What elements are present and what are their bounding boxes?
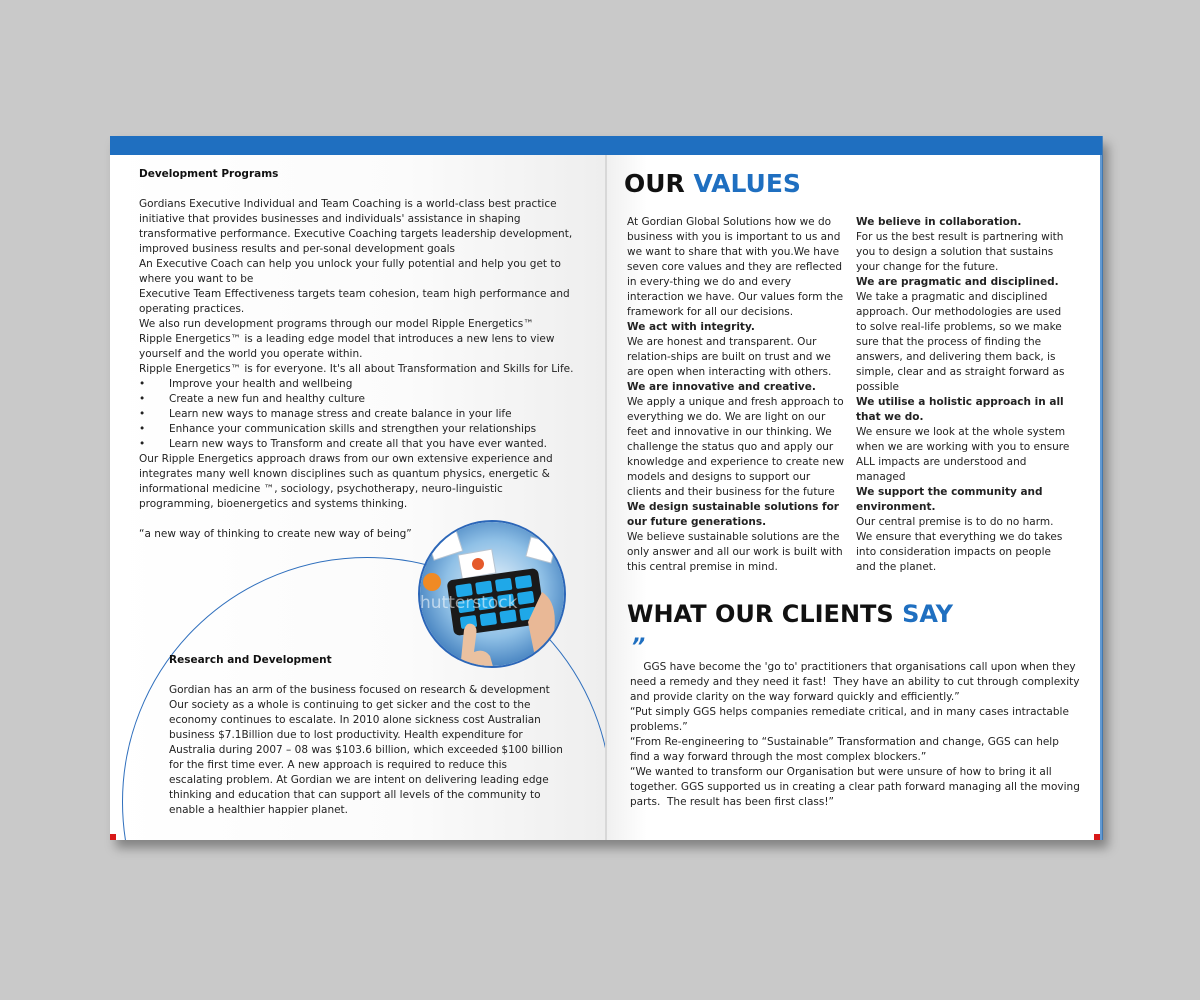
research-paragraph: Gordian has an arm of the business focused on research & development Our society as a whole is continuing to get sicker and the cost to the economy continues to escalate. In 2010 alone sickness cost Australian business $7.1Billion due to lost productivity. Health expenditure for Australia during 2007 – 08 was $103.6 billion, which exceeded $100 billion for the first time ever. A new approach is required to reduce this escalating problem. At Gordian we are intent on delivering leading edge thinking and education that can support all levels of the community to enable a healthier happier planet. (169, 684, 563, 816)
value-description: For us the best result is partnering with you to design a solution that sustains your change for the future. (856, 231, 1064, 273)
development-section (139, 167, 579, 542)
values-column-2 (856, 215, 1072, 575)
ripple-paragraph: Our Ripple Energetics approach draws from our own extensive experience and integrates many well known disciplines such as quantum physics, energetic & informational medicine ™, sociology, psychotherapy, neuro-linguistic programming, bioenergetics and systems thinking. (139, 453, 553, 510)
bullet-icon: • (139, 438, 146, 450)
value-description: At Gordian Global Solutions how we do business with you is important to us and we want to share that with you.We have seven core values and they are reflected in every-thing we do and every interaction we have. Our values form the framework for all our decisions. (627, 216, 844, 318)
development-paragraph: Ripple Energetics™ is a leading edge model that introduces a new lens to view yourself and the world you operate within. (139, 333, 555, 360)
benefit-text: Create a new fun and healthy culture (169, 393, 365, 405)
development-paragraph: Ripple Energetics™ is for everyone. It's all about Transformation and Skills for Life. (139, 363, 574, 375)
value-description: We take a pragmatic and disciplined approach. Our methodologies are used to solve real-life problems, so we make sure that the process of finding the answers, and delivering them back, is simple, clear and as straight forward as possible (856, 291, 1065, 393)
value-heading: We utilise a holistic approach in all that we do. (856, 396, 1064, 423)
benefit-item (139, 437, 579, 452)
research-heading: Research and Development (169, 654, 332, 666)
value-description: Our central premise is to do no harm. We ensure that everything we do takes into consideration impacts on people and the planet. (856, 516, 1063, 573)
values-title (624, 169, 801, 198)
crop-mark-left (110, 834, 116, 840)
left-page (110, 155, 606, 840)
bullet-icon: • (139, 393, 146, 405)
bullet-icon: • (139, 408, 146, 420)
value-heading: We are pragmatic and disciplined. (856, 276, 1059, 288)
development-heading: Development Programs (139, 168, 279, 180)
clients-title-plain: WHAT OUR CLIENTS (627, 600, 903, 628)
benefit-text: Learn new ways to manage stress and create balance in your life (169, 408, 512, 420)
top-blue-bar (110, 136, 1102, 155)
watermark-text: hutterstock (420, 593, 518, 613)
tablet-hand-photo (418, 520, 566, 668)
values-title-plain: OUR (624, 169, 694, 198)
development-paragraph: Executive Team Effectiveness targets team cohesion, team high performance and operating practices. (139, 288, 570, 315)
client-quotes (630, 660, 1084, 810)
clients-title (627, 600, 953, 628)
benefit-item (139, 377, 579, 392)
value-description: We apply a unique and fresh approach to everything we do. We are light on our feet and innovative in our thinking. We challenge the status quo and apply our knowledge and experience to create new models and designs to support our clients and their business for the future (627, 396, 845, 498)
value-heading: We act with integrity. (627, 321, 755, 333)
right-page (607, 155, 1102, 840)
value-description: We believe sustainable solutions are the only answer and all our work is built with this central premise in mind. (627, 531, 843, 573)
value-heading: We are innovative and creative. (627, 381, 816, 393)
clients-title-accent: SAY (902, 600, 954, 628)
right-page-edge (1100, 136, 1103, 840)
benefits-list (139, 377, 579, 452)
quote-mark-icon: ” (631, 635, 646, 660)
benefit-item (139, 407, 579, 422)
benefit-item (139, 392, 579, 407)
value-description: We ensure we look at the whole system when we are working with you to ensure ALL impacts are understood and managed (856, 426, 1070, 483)
tagline-quote: “a new way of thinking to create new way of being” (139, 528, 412, 540)
values-title-accent: VALUES (693, 169, 801, 198)
benefit-item (139, 422, 579, 437)
value-heading: We support the community and environment. (856, 486, 1043, 513)
client-quote: “We wanted to transform our Organisation but were unsure of how to bring it all together. GGS supported us in creating a clear path forward managing all the moving parts. The result has been first class!” (630, 766, 1084, 808)
bullet-icon: • (139, 423, 146, 435)
value-description: We are honest and transparent. Our relation-ships are built on trust and we are open when interacting with others. (627, 336, 832, 378)
development-paragraph: We also run development programs through our model Ripple Energetics™ (139, 318, 534, 330)
bullet-icon: • (139, 378, 146, 390)
benefit-text: Learn new ways to Transform and create all that you have ever wanted. (169, 438, 548, 450)
client-quote: GGS have become the 'go to' practitioners that organisations call upon when they need a remedy and they need it fast! They have an ability to cut through complexity and provide clarity on the way forward quickly and efficiently.” (630, 661, 1083, 703)
benefit-text: Improve your health and wellbeing (169, 378, 353, 390)
benefit-text: Enhance your communication skills and strengthen your relationships (169, 423, 537, 435)
development-paragraph: Gordians Executive Individual and Team Coaching is a world-class best practice initiative that provides businesses and individuals' assistance in shaping transformative performance. Executive Coaching targets leadership development, improved business results and per-sonal development goals (139, 198, 573, 255)
brochure-spread (110, 136, 1102, 840)
research-section (169, 653, 564, 818)
development-paragraph: An Executive Coach can help you unlock your fully potential and help you get to where you want to be (139, 258, 561, 285)
client-quote: “From Re-engineering to “Sustainable” Transformation and change, GGS can help find a way forward through the most complex blockers.” (630, 736, 1063, 763)
value-heading: We believe in collaboration. (856, 216, 1022, 228)
value-heading: We design sustainable solutions for our future generations. (627, 501, 839, 528)
values-column-1 (627, 215, 845, 575)
tablet-hand-illustration (420, 522, 566, 668)
client-quote: “Put simply GGS helps companies remediate critical, and in many cases intractable problems.” (630, 706, 1073, 733)
crop-mark-right (1094, 834, 1100, 840)
development-paragraphs (139, 197, 579, 377)
